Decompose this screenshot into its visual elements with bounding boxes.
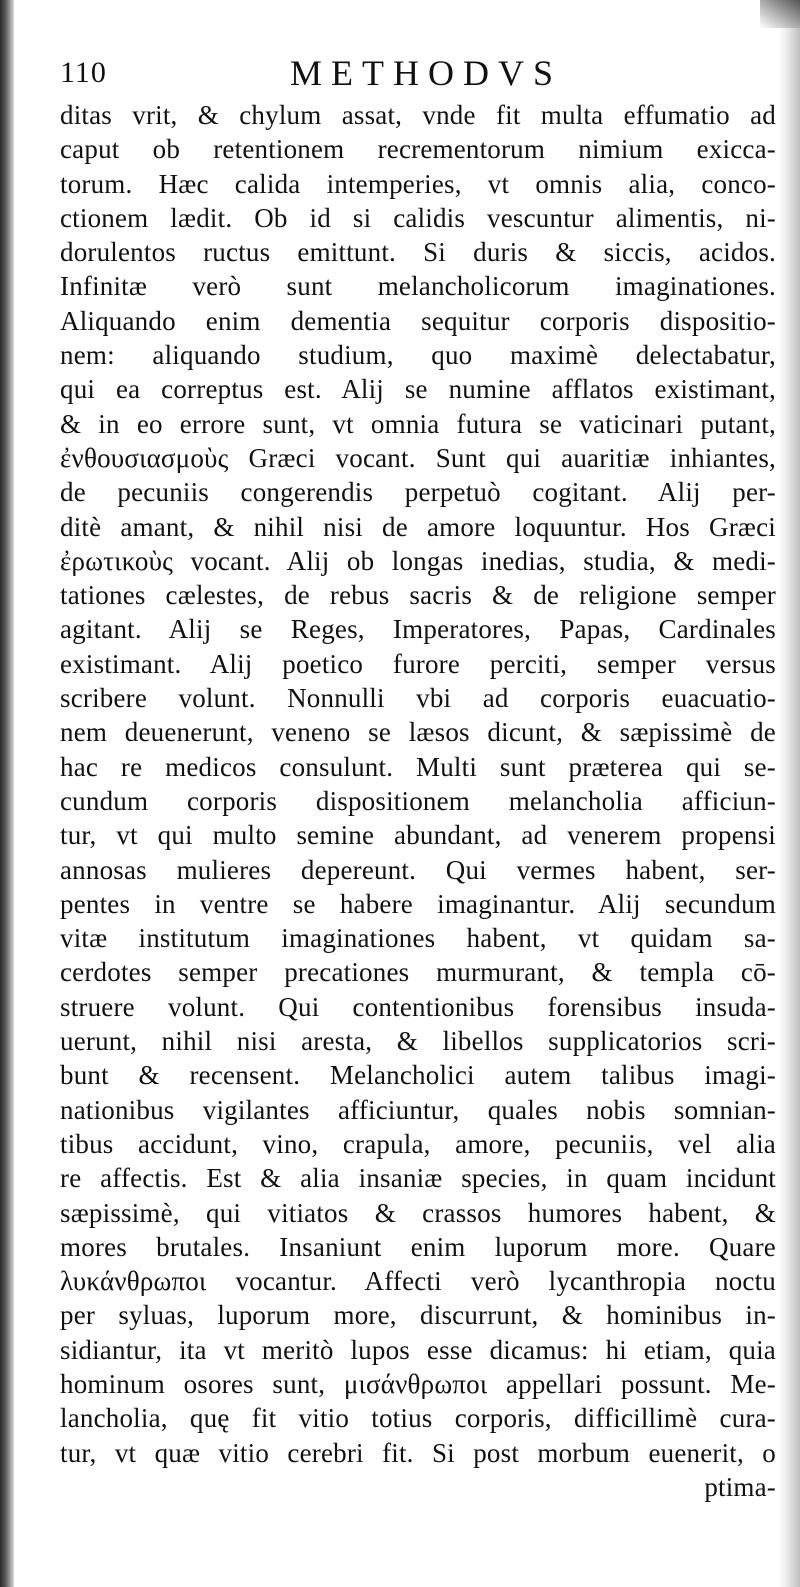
text-line: pentes in ventre se habere imaginantur. Alij secundum [60,888,776,919]
text-line: hac re medicos consulunt. Multi sunt præterea qui se- [60,751,776,782]
text-line: per syluas, luporum more, discurrunt, & hominibus in- [60,1300,776,1331]
text-line: qui ea correptus est. Alij se numine afflatos existimant, [60,374,776,405]
text-line: ἐρωτικοὺς vocant. Alij ob longas inedias, studia, & medi- [60,545,776,576]
page-header [60,50,776,98]
text-line: bunt & recensent. Melancholici autem talibus imagi- [60,1060,776,1091]
text-line: cundum corporis dispositionem melancholia afficiun- [60,785,776,816]
text-line: λυκάνθρωποι vocantur. Affecti verò lycanthropia noctu [60,1266,776,1297]
text-line: caput ob retentionem recrementorum nimium exicca- [60,134,776,165]
text-line: uerunt, nihil nisi aresta, & libellos supplicatorios scri- [60,1026,776,1057]
text-line: ditas vrit, & chylum assat, vnde fit multa effumatio ad [60,100,776,130]
book-binding-shadow [0,0,14,1587]
page-edge-shadow [778,0,800,1587]
page-number: 110 [60,56,107,89]
text-line: ctionem lædit. Ob id si calidis vescuntur alimentis, ni- [60,202,776,233]
text-line: re affectis. Est & alia insaniæ species, in quam incidunt [60,1163,776,1194]
text-line: & in eo errore sunt, vt omnia futura se vaticinari putant, [60,408,776,439]
text-line: torum. Hæc calida intemperies, vt omnis alia, conco- [60,168,776,199]
text-line: cerdotes semper precationes murmurant, & templa cō- [60,957,776,988]
text-line: nationibus vigilantes afficiuntur, quales nobis somnian- [60,1094,776,1125]
text-line: tibus accidunt, vino, crapula, amore, pecuniis, vel alia [60,1128,776,1159]
catchword: ptima- [704,1471,776,1502]
text-line: struere volunt. Qui contentionibus forensibus insuda- [60,991,776,1022]
text-line: tur, vt quæ vitio cerebri fit. Si post morbum euenerit, o [60,1437,776,1468]
text-line: sæpissimè, qui vitiatos & crassos humores habent, & [60,1197,776,1228]
running-head: METHODVS [290,53,563,93]
text-line: nem deuenerunt, veneno se læsos dicunt, & sæpissimè de [60,717,776,748]
page-corner-shadow [760,0,800,28]
body-text [60,98,776,1504]
text-line: hominum osores sunt, μισάνθρωποι appellari possunt. Me- [60,1368,776,1399]
book-page [60,50,776,1570]
text-line: existimant. Alij poetico furore perciti, semper versus [60,648,776,679]
text-line: dorulentos ructus emittunt. Si duris & siccis, acidos. [60,237,776,268]
text-line: mores brutales. Insaniunt enim luporum more. Quare [60,1231,776,1262]
text-line: de pecuniis congerendis perpetuò cogitant. Alij per- [60,477,776,508]
text-line: nem: aliquando studium, quo maximè delectabatur, [60,340,776,371]
text-line: vitæ institutum imaginationes habent, vt quidam sa- [60,923,776,954]
text-line: Aliquando enim dementia sequitur corporis dispositio- [60,305,776,336]
text-line: agitant. Alij se Reges, Imperatores, Papas, Cardinales [60,614,776,645]
text-line: scribere volunt. Nonnulli vbi ad corporis euacuatio- [60,683,776,714]
text-line: sidiantur, ita vt meritò lupos esse dicamus: hi etiam, quia [60,1334,776,1365]
text-line: ditè amant, & nihil nisi de amore loquuntur. Hos Græci [60,511,776,542]
text-line: tur, vt qui multo semine abundant, ad venerem propensi [60,820,776,851]
text-line: lancholia, quę fit vitio totius corporis, difficillimè cura- [60,1403,776,1434]
text-line: tationes cælestes, de rebus sacris & de religione semper [60,580,776,611]
text-line: ἐνθουσιασμοὺς Græci vocant. Sunt qui auaritiæ inhiantes, [60,442,776,473]
text-line: Infinitæ verò sunt melancholicorum imaginationes. [60,271,776,302]
text-line: annosas mulieres depereunt. Qui vermes habent, ser- [60,854,776,885]
